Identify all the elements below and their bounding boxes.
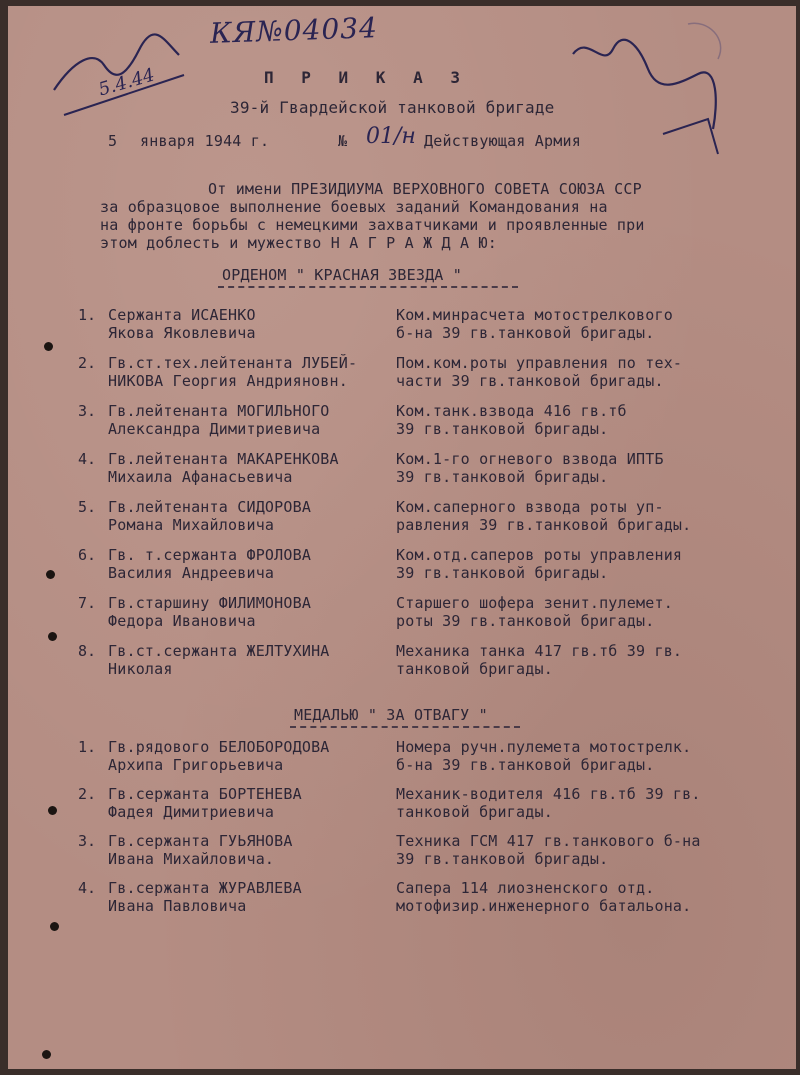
preamble-line-2: за образцовое выполнение боевых заданий Командования на	[100, 198, 608, 216]
award-recipient-position: Механик-водителя 416 гв.тб 39 гв.	[396, 785, 701, 803]
award-recipient-rank-surname: Гв.сержанта ЖУРАВЛЕВА	[108, 879, 302, 897]
award-recipient-rank-surname: Гв.лейтенанта СИДОРОВА	[108, 498, 312, 516]
award-recipient-unit: части 39 гв.танковой бригады.	[396, 372, 664, 390]
binding-hole	[44, 342, 53, 351]
award-recipient-unit: 39 гв.танковой бригады.	[396, 468, 609, 486]
list-item-number: 2.	[78, 354, 97, 372]
preamble-line-3: на фронте борьбы с немецкими захватчиками и проявленные при	[100, 216, 645, 234]
award-recipient-position: Ком.саперного взвода роты уп-	[396, 498, 664, 516]
award-recipient-rank-surname: Гв.ст.тех.лейтенанта ЛУБЕЙ-	[108, 354, 358, 372]
award-recipient-position: Номера ручн.пулемета мотострелк.	[396, 738, 692, 756]
award-recipient-unit: 39 гв.танковой бригады.	[396, 564, 609, 582]
award-recipient-given-names: Архипа Григорьевича	[108, 756, 284, 774]
list-item-number: 5.	[78, 498, 97, 516]
award-recipient-rank-surname: Гв.лейтенанта МОГИЛЬНОГО	[108, 402, 330, 420]
binding-hole	[48, 632, 57, 641]
award-recipient-unit: роты 39 гв.танковой бригады.	[396, 612, 655, 630]
list-item-number: 4.	[78, 879, 97, 897]
list-item-number: 1.	[78, 738, 97, 756]
list-item-number: 3.	[78, 402, 97, 420]
section-heading-underline	[290, 726, 520, 728]
award-recipient-position: Ком.отд.саперов роты управления	[396, 546, 683, 564]
award-recipient-position: Ком.танк.взвода 416 гв.тб	[396, 402, 627, 420]
award-recipient-rank-surname: Сержанта ИСАЕНКО	[108, 306, 256, 324]
list-item-number: 2.	[78, 785, 97, 803]
award-recipient-position: Техника ГСМ 417 гв.танкового б-на	[396, 832, 701, 850]
award-recipient-rank-surname: Гв.ст.сержанта ЖЕЛТУХИНА	[108, 642, 330, 660]
section-heading-bravery-medal: МЕДАЛЬЮ " ЗА ОТВАГУ "	[294, 706, 488, 724]
award-recipient-unit: танковой бригады.	[396, 660, 553, 678]
order-number: 01/н	[366, 124, 416, 149]
award-recipient-position: Старшего шофера зенит.пулемет.	[396, 594, 673, 612]
list-item-number: 4.	[78, 450, 97, 468]
award-recipient-position: Механика танка 417 гв.тб 39 гв.	[396, 642, 683, 660]
section-heading-underline	[218, 286, 518, 288]
archive-number: КЯ№04034	[209, 11, 379, 50]
handwritten-scribble-left	[44, 20, 194, 130]
award-recipient-position: Ком.1-го огневого взвода ИПТБ	[396, 450, 664, 468]
award-recipient-position: Ком.минрасчета мотострелкового	[396, 306, 673, 324]
award-recipient-rank-surname: Гв.сержанта БОРТЕНЕВА	[108, 785, 302, 803]
award-recipient-unit: танковой бригады.	[396, 803, 553, 821]
binding-hole	[48, 806, 57, 815]
award-recipient-unit: б-на 39 гв.танковой бригады.	[396, 324, 655, 342]
award-recipient-rank-surname: Гв.старшину ФИЛИМОНОВА	[108, 594, 312, 612]
award-recipient-given-names: Якова Яковлевича	[108, 324, 256, 342]
army-name: Действующая Армия	[424, 132, 581, 150]
award-recipient-given-names: Федора Ивановича	[108, 612, 256, 630]
list-item-number: 3.	[78, 832, 97, 850]
award-recipient-rank-surname: Гв. т.сержанта ФРОЛОВА	[108, 546, 312, 564]
award-recipient-given-names: Ивана Михайловича.	[108, 850, 275, 868]
award-recipient-given-names: НИКОВА Георгия Андрияновн.	[108, 372, 348, 390]
binding-hole	[42, 1050, 51, 1059]
date-day: 5	[108, 132, 118, 150]
award-recipient-position: Сапера 114 лиозненского отд.	[396, 879, 655, 897]
section-heading-red-star: ОРДЕНОМ " КРАСНАЯ ЗВЕЗДА "	[222, 266, 462, 284]
unit-name: 39-й Гвардейской танковой бригаде	[230, 98, 555, 117]
award-recipient-given-names: Николая	[108, 660, 173, 678]
preamble-line-1: От имени ПРЕЗИДИУМА ВЕРХОВНОГО СОВЕТА СОЮЗА ССР	[208, 180, 642, 198]
award-recipient-given-names: Фадея Димитриевича	[108, 803, 275, 821]
award-recipient-given-names: Александра Димитриевича	[108, 420, 321, 438]
award-recipient-position: Пом.ком.роты управления по тех-	[396, 354, 683, 372]
handwritten-date-note: 5.4.44	[96, 64, 158, 101]
preamble-line-4: этом доблесть и мужество Н А Г Р А Ж Д А Ю:	[100, 234, 497, 252]
award-recipient-given-names: Ивана Павловича	[108, 897, 247, 915]
document-page	[8, 6, 796, 1069]
list-item-number: 8.	[78, 642, 97, 660]
binding-hole	[46, 570, 55, 579]
document-title: П Р И К А З	[264, 68, 469, 87]
award-recipient-rank-surname: Гв.лейтенанта МАКАРЕНКОВА	[108, 450, 339, 468]
binding-hole	[50, 922, 59, 931]
list-item-number: 1.	[78, 306, 97, 324]
award-recipient-unit: б-на 39 гв.танковой бригады.	[396, 756, 655, 774]
award-recipient-unit: равления 39 гв.танковой бригады.	[396, 516, 692, 534]
award-recipient-given-names: Михаила Афанасьевича	[108, 468, 293, 486]
list-item-number: 6.	[78, 546, 97, 564]
award-recipient-rank-surname: Гв.сержанта ГУЬЯНОВА	[108, 832, 293, 850]
award-recipient-given-names: Романа Михайловича	[108, 516, 275, 534]
handwritten-signature-right	[568, 14, 758, 174]
award-recipient-unit: 39 гв.танковой бригады.	[396, 850, 609, 868]
award-recipient-unit: 39 гв.танковой бригады.	[396, 420, 609, 438]
order-number-label: №	[338, 132, 348, 150]
date-rest: января 1944 г.	[140, 132, 270, 150]
award-recipient-given-names: Василия Андреевича	[108, 564, 275, 582]
award-recipient-unit: мотофизир.инженерного батальона.	[396, 897, 692, 915]
list-item-number: 7.	[78, 594, 97, 612]
award-recipient-rank-surname: Гв.рядового БЕЛОБОРОДОВА	[108, 738, 330, 756]
